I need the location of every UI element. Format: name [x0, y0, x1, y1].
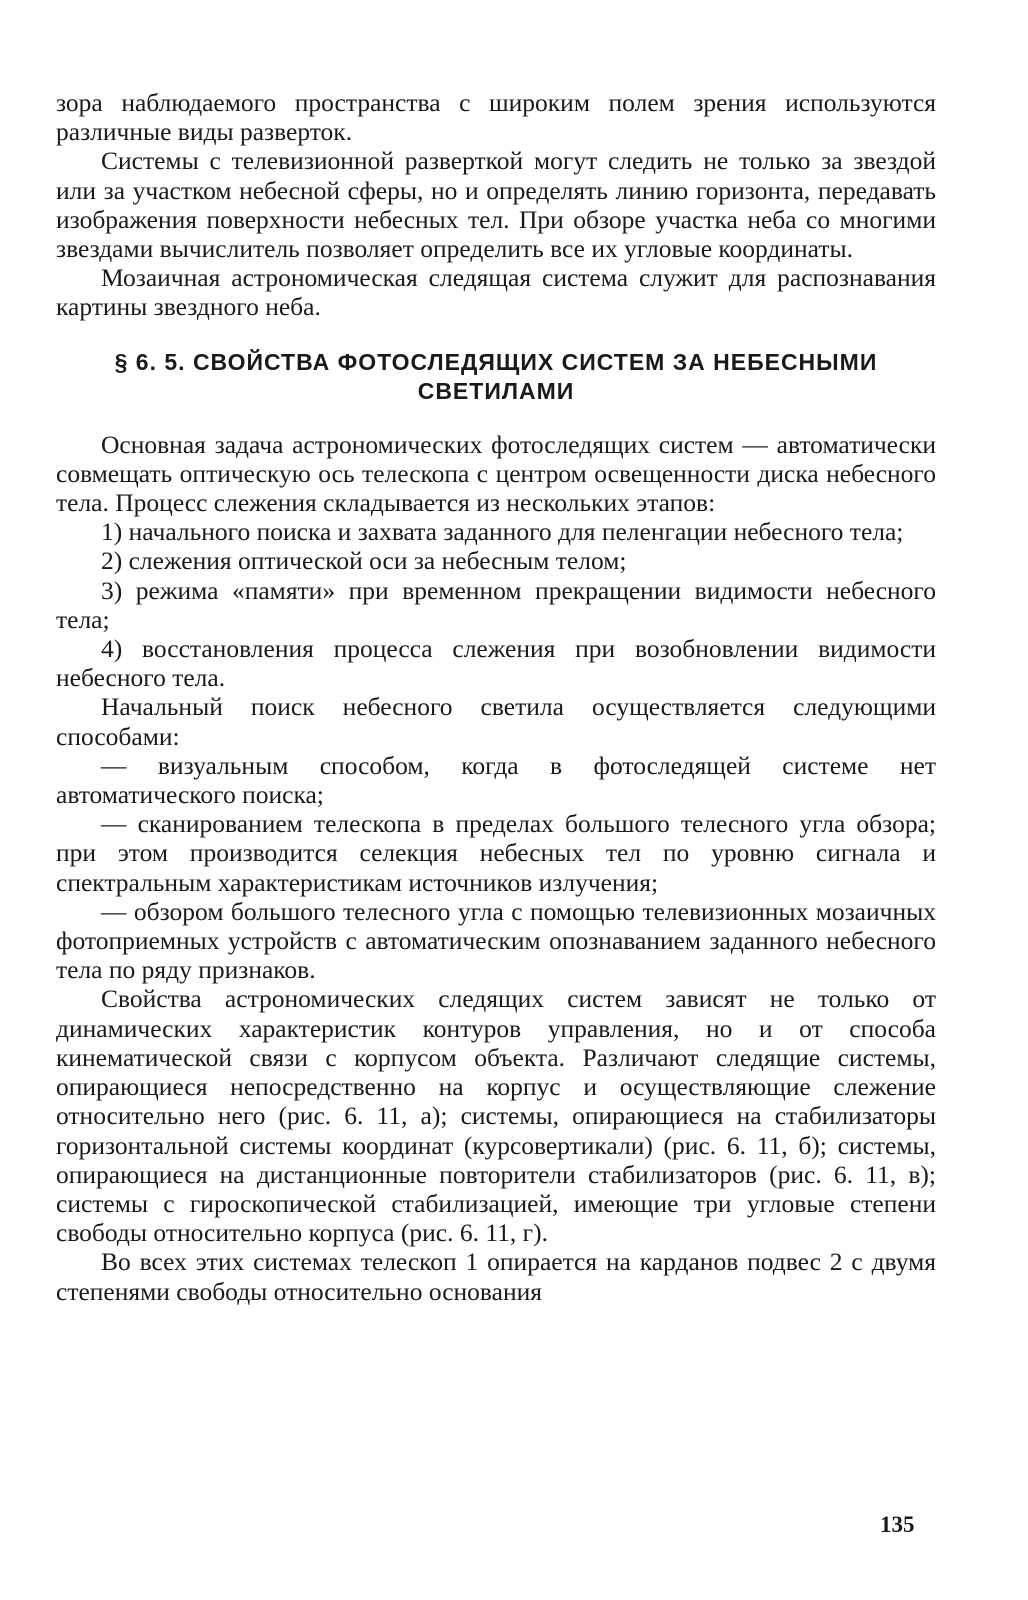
paragraph-telescope: Во всех этих системах телескоп 1 опирается на карданов подвес 2 с двумя степенями свободы относительно основания [56, 1247, 936, 1306]
section-heading: § 6. 5. СВОЙСТВА ФОТОСЛЕДЯЩИХ СИСТЕМ ЗА НЕБЕСНЫМИ СВЕТИЛАМИ [114, 348, 878, 404]
list-item-visual: — визуальным способом, когда в фотоследящей системе нет автоматического поиска; [56, 750, 936, 810]
paragraph-properties: Свойства астрономических следящих систем зависят не только от динамических характеристик контуров управления, но и от способа кинематической связи с корпусом объекта. Различают следящие системы, опирающиеся непосредственно на корпус и осуществляющие слежение относительно него (рис. 6. 11, а); системы, опирающиеся на стабилизаторы горизонтальной системы координат (курсовертикали) (рис. 6. 11, б); системы, опирающиеся на дистанционные повторители стабилизаторов (рис. 6. 11, в); системы с гироскопической стабилизацией, имеющие три угловые степени свободы относительно корпуса (рис. 6. 11, г). [56, 984, 936, 1248]
page-number: 135 [880, 1512, 915, 1537]
paragraph-continued: зора наблюдаемого пространства с широким полем зрения используются различные виды разверток. [56, 88, 936, 147]
list-item-stage-4: 4) восстановления процесса слежения при возобновлении видимости небесного тела. [56, 634, 936, 693]
list-item-stage-3: 3) режима «памяти» при временном прекращении видимости небесного тела; [56, 575, 936, 634]
list-item-stage-1: 1) начального поиска и захвата заданного для пеленгации небесного тела; [101, 517, 904, 547]
paragraph-mosaic-system: Мозаичная астрономическая следящая система служит для распознавания картины звездного неба. [56, 263, 936, 322]
paragraph-main-task: Основная задача астрономических фотоследящих систем — автоматически совмещать оптическую ось телескопа с центром освещенности диска небесного тела. Процесс слежения складывается из нескольких этапов: [56, 429, 936, 518]
list-item-survey: — обзором большого телесного угла с помощью телевизионных мозаичных фотоприемных устройств с автоматическим опознаванием заданного небесного тела по ряду признаков. [56, 896, 936, 985]
text-column [56, 88, 936, 1306]
paragraph-tv-systems: Системы с телевизионной разверткой могут следить не только за звездой или за участком небесной сферы, но и определять линию горизонта, передавать изображения поверхности небесных тел. При обзоре участка неба со многими звездами вычислитель позволяет определить все их угловые координаты. [56, 146, 936, 264]
paragraph-search-methods: Начальный поиск небесного светила осуществляется следующими способами: [56, 692, 936, 751]
list-item-scanning: — сканированием телескопа в пределах большого телесного угла обзора; при этом производится селекция небесных тел по уровню сигнала и спектральным характеристикам источников излучения; [56, 809, 936, 897]
list-item-stage-2: 2) слежения оптической оси за небесным телом; [101, 546, 627, 576]
